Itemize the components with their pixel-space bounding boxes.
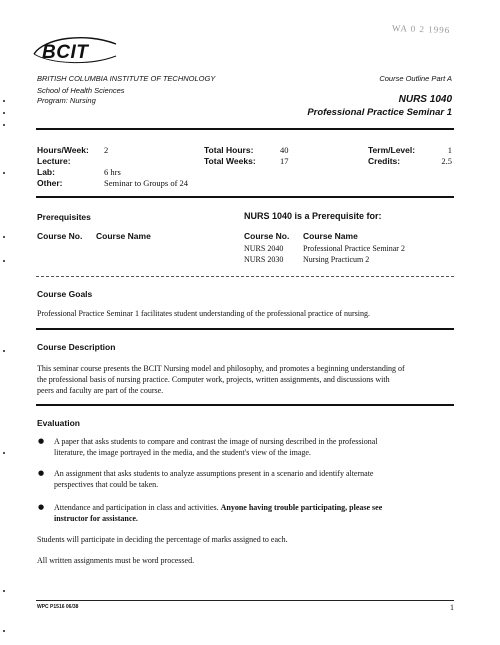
prereq-col-course-no: Course No. bbox=[37, 231, 83, 241]
evaluation-item-2-line-2: perspectives that could be taken. bbox=[54, 480, 159, 489]
course-description-line-1: This seminar course presents the BCIT Nursing model and philosophy, and promotes a beginning understanding of bbox=[37, 364, 405, 373]
evaluation-item-3-emphasis: Anyone having trouble participating, please see bbox=[220, 503, 383, 512]
logo-text: BCIT bbox=[42, 42, 89, 63]
other-label: Other: bbox=[37, 178, 63, 188]
document-type: Course Outline Part A bbox=[379, 74, 452, 83]
evaluation-title: Evaluation bbox=[37, 418, 80, 428]
hours-week-label: Hours/Week: bbox=[37, 145, 89, 155]
description-divider bbox=[36, 404, 454, 406]
goals-divider bbox=[36, 328, 454, 330]
prerequisites-title: Prerequisites bbox=[37, 212, 91, 222]
program-name: Program: Nursing bbox=[37, 96, 96, 105]
course-code: NURS 1040 bbox=[398, 94, 452, 105]
prereq-for-row-1-name: Professional Practice Seminar 2 bbox=[303, 244, 405, 253]
is-prerequisite-title: NURS 1040 is a Prerequisite for: bbox=[244, 211, 382, 221]
bullet-icon: ● bbox=[38, 469, 45, 477]
bullet-icon: ● bbox=[38, 503, 45, 511]
margin-mark bbox=[3, 630, 5, 632]
prereq-for-row-2-name: Nursing Practicum 2 bbox=[303, 255, 370, 264]
header-divider bbox=[36, 128, 454, 130]
term-level-label: Term/Level: bbox=[368, 145, 416, 155]
margin-mark bbox=[3, 236, 5, 238]
prereq-col-course-name: Course Name bbox=[96, 231, 151, 241]
evaluation-item-3-line-1 bbox=[54, 502, 382, 513]
credits-value: 2.5 bbox=[441, 156, 452, 166]
course-description-line-2: the professional basis of nursing practice. Computer work, projects, written assignments, and discussions with bbox=[37, 375, 390, 384]
lecture-label: Lecture: bbox=[37, 156, 71, 166]
evaluation-item-3-text: Attendance and participation in class and activities. bbox=[54, 503, 219, 512]
total-weeks-value: 17 bbox=[280, 156, 289, 166]
course-description-line-3: peers and faculty are part of the course. bbox=[37, 386, 164, 395]
course-description-title: Course Description bbox=[37, 342, 116, 352]
lab-value: 6 hrs bbox=[104, 167, 121, 177]
evaluation-item-3-line-2: instructor for assistance. bbox=[54, 514, 138, 523]
margin-mark bbox=[3, 124, 5, 126]
margin-mark bbox=[3, 100, 5, 102]
school-name: School of Health Sciences bbox=[37, 86, 125, 95]
page-number: 1 bbox=[450, 603, 454, 612]
info-divider bbox=[36, 196, 454, 198]
evaluation-note-marks: Students will participate in deciding the percentage of marks assigned to each. bbox=[37, 535, 288, 544]
margin-mark bbox=[3, 590, 5, 592]
course-goals-title: Course Goals bbox=[37, 289, 93, 299]
margin-mark bbox=[3, 350, 5, 352]
received-stamp: WA 0 2 1996 bbox=[391, 22, 451, 36]
margin-mark bbox=[3, 172, 5, 174]
term-level-value: 1 bbox=[447, 145, 452, 155]
prereq-for-row-1-no: NURS 2040 bbox=[244, 244, 284, 253]
footer-divider bbox=[36, 600, 454, 601]
bcit-logo bbox=[30, 34, 120, 68]
is-prereq-col-course-name: Course Name bbox=[303, 231, 358, 241]
margin-mark bbox=[3, 452, 5, 454]
evaluation-item-1-line-1: A paper that asks students to compare and contrast the image of nursing described in the professional bbox=[54, 437, 378, 446]
total-hours-value: 40 bbox=[280, 145, 289, 155]
evaluation-item-2-line-1: An assignment that asks students to analyze assumptions present in a scenario and identify alternate bbox=[54, 469, 374, 478]
lab-label: Lab: bbox=[37, 167, 55, 177]
course-title: Professional Practice Seminar 1 bbox=[307, 107, 452, 118]
bullet-icon: ● bbox=[38, 437, 45, 445]
course-goals-text: Professional Practice Seminar 1 facilitates student understanding of the professional practice of nursing. bbox=[37, 309, 371, 318]
margin-mark bbox=[3, 112, 5, 114]
institute-name: BRITISH COLUMBIA INSTITUTE OF TECHNOLOGY bbox=[37, 74, 216, 83]
total-weeks-label: Total Weeks: bbox=[204, 156, 256, 166]
evaluation-note-word-processed: All written assignments must be word processed. bbox=[37, 556, 195, 565]
other-value: Seminar to Groups of 24 bbox=[104, 178, 189, 188]
prereq-for-row-2-no: NURS 2030 bbox=[244, 255, 284, 264]
total-hours-label: Total Hours: bbox=[204, 145, 254, 155]
footer-code: WPC P1516 06/38 bbox=[37, 604, 79, 610]
hours-week-value: 2 bbox=[104, 145, 109, 155]
is-prereq-col-course-no: Course No. bbox=[244, 231, 290, 241]
margin-mark bbox=[3, 260, 5, 262]
prereq-divider bbox=[36, 276, 454, 277]
evaluation-item-1-line-2: literature, the image portrayed in the media, and the student's view of the image. bbox=[54, 448, 311, 457]
credits-label: Credits: bbox=[368, 156, 401, 166]
